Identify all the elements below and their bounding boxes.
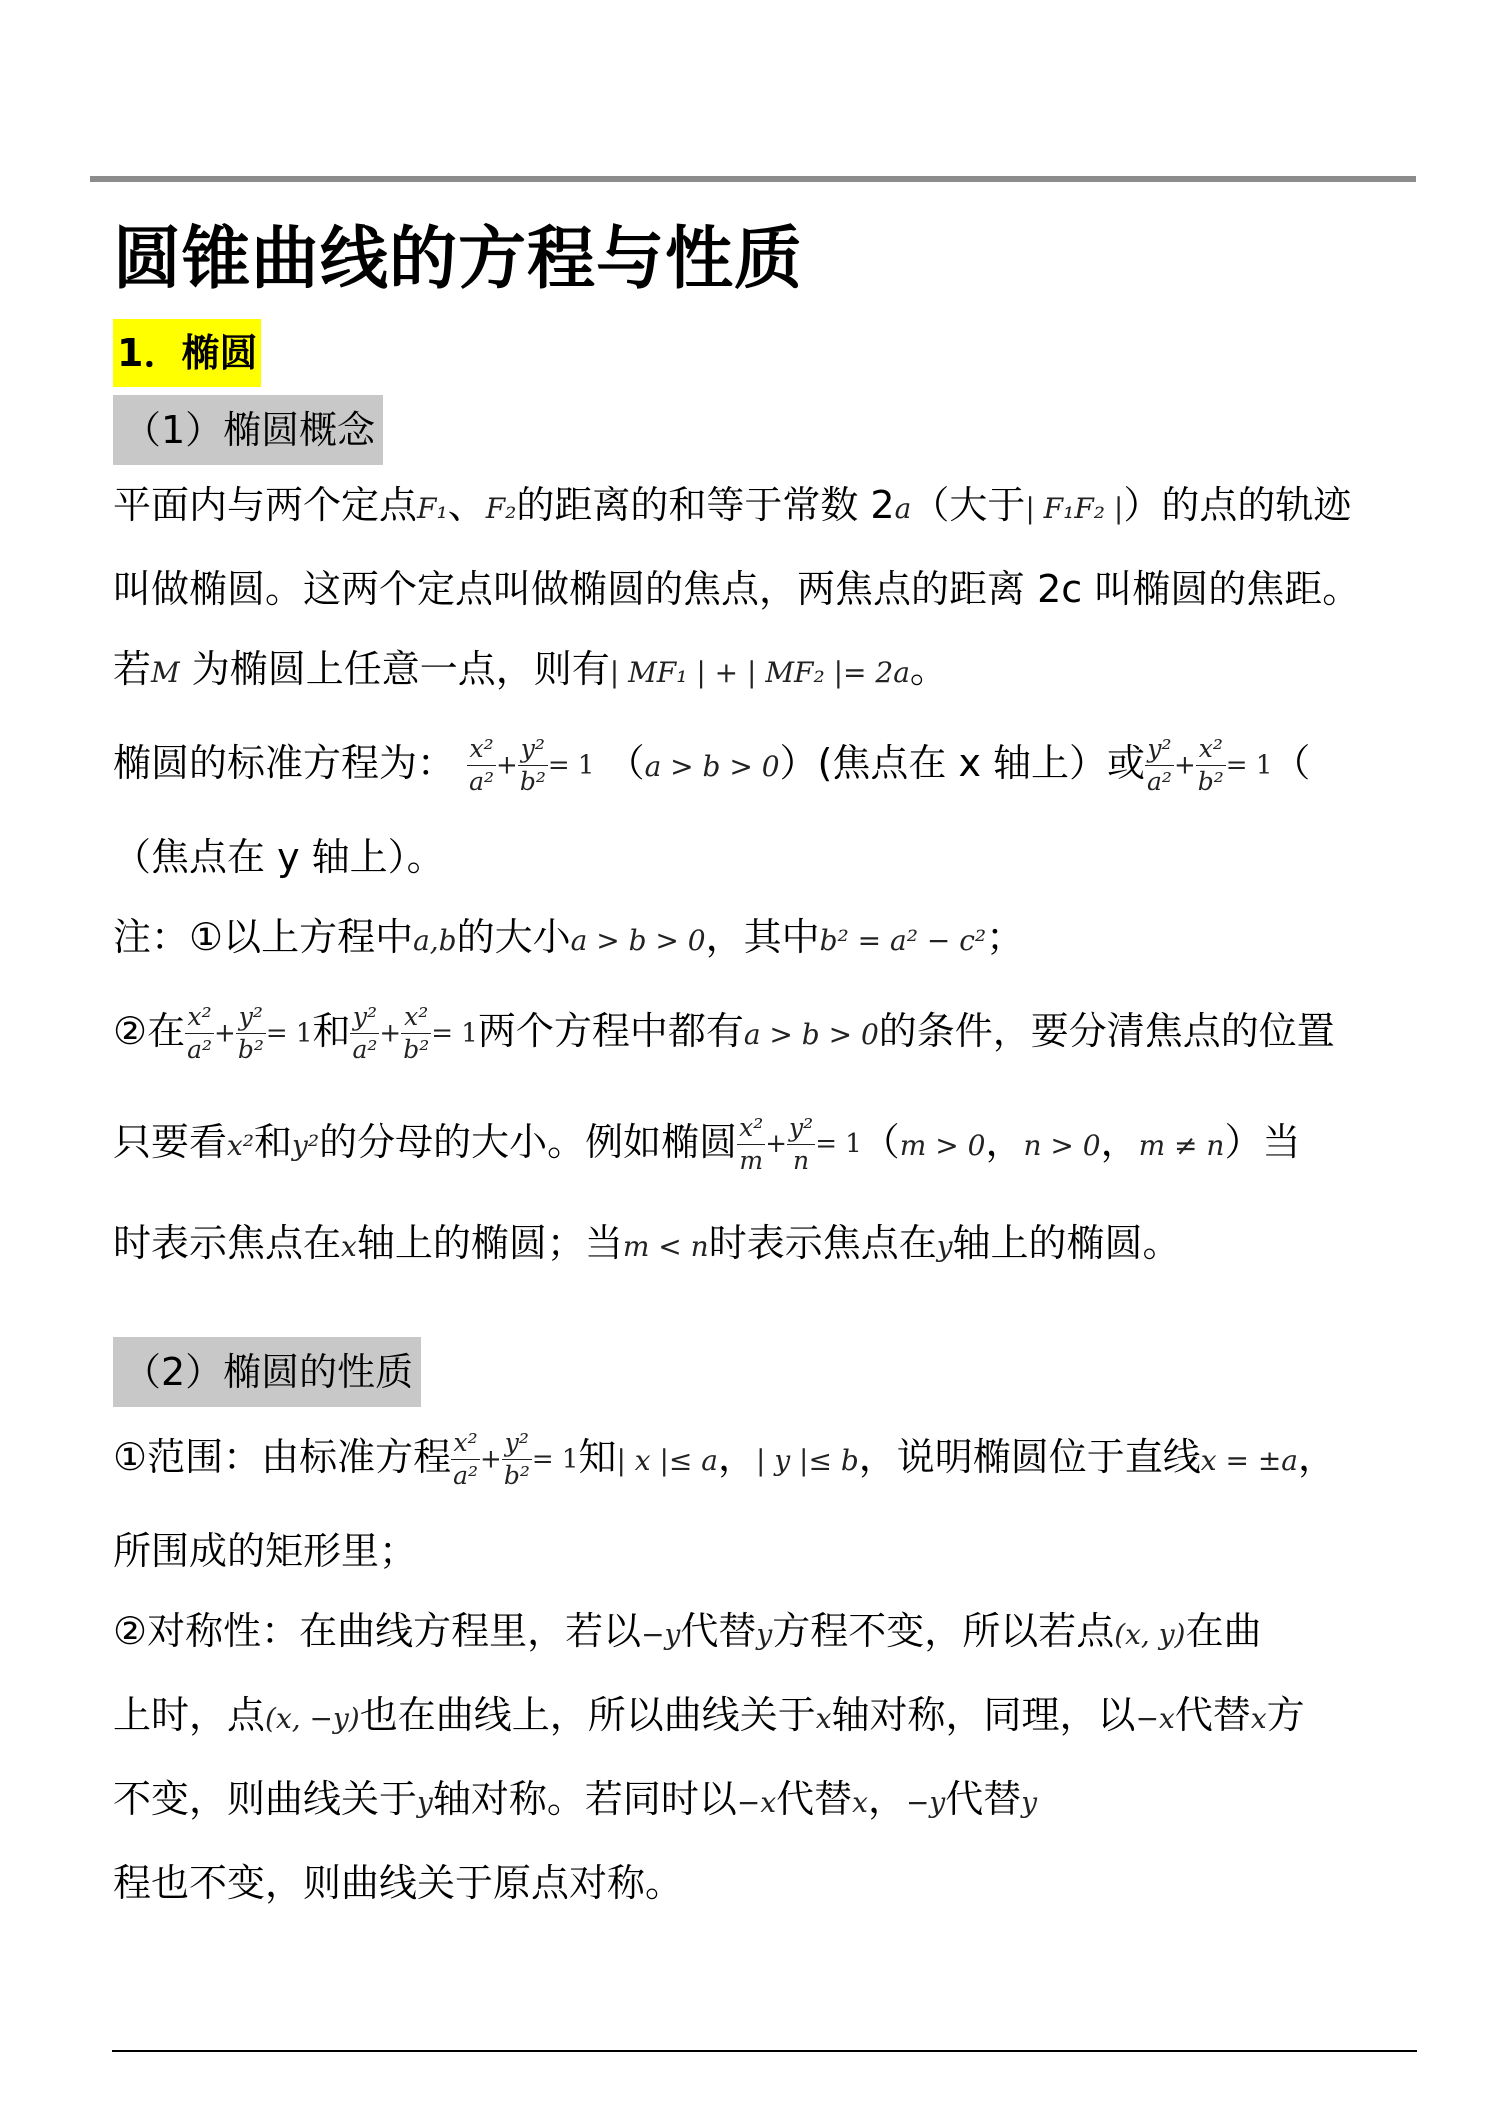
subsection-heading-concept: （1）椭圆概念 xyxy=(113,395,383,465)
top-rule xyxy=(90,176,1416,182)
page-title: 圆锥曲线的方程与性质 xyxy=(113,220,804,299)
note-line4: 时表示焦点在x轴上的椭圆；当m < n时表示焦点在y轴上的椭圆。 xyxy=(113,1221,1181,1265)
paragraph-definition-line2: 叫做椭圆。这两个定点叫做椭圆的焦点，两焦点的距离 2c 叫椭圆的焦距。 xyxy=(113,567,1361,611)
fraction-y2-a2: $\frac{\text{y²}}{\text{a²}}$ xyxy=(1147,734,1172,796)
paragraph-definition-line1: 平面内与两个定点F₁、F₂的距离的和等于常数 2a（大于| F₁F₂ |）的点的轨迹 xyxy=(113,483,1352,527)
subsection-heading-properties: （2）椭圆的性质 xyxy=(113,1337,421,1407)
property-range-line1: ①范围：由标准方程 $\frac{\text{x²}}{\text{a²}}$ + $\frac{\text{y²}}{\text{b²}}$ = 1知| x |≤ a，| y |≤ b，说明椭圆位于直线x = ±a， xyxy=(113,1428,1337,1490)
section-heading-ellipse: 1．椭圆 xyxy=(113,319,261,387)
paragraph-y-axis-note: （焦点在 y 轴上）。 xyxy=(113,835,445,879)
note-line2: ②在 $\frac{\text{x²}}{\text{a²}}$ + $\frac{\text{y²}}{\text{b²}}$ = 1和 $\frac{\text{y²}}{\text{a²}}$ + $\frac{\text{x²}}{\text{b²}}$ = 1两个方程中都有a > b > 0的条件，要分清焦点的位置 xyxy=(113,1002,1335,1064)
property-symmetry-line4: 程也不变，则曲线关于原点对称。 xyxy=(113,1861,684,1905)
note-line3: 只要看x²和y²的分母的大小。例如椭圆 $\frac{\text{x²}}{m}$ + $\frac{\text{y²}}{n}$ = 1（m > 0，n > 0，m ≠ n）当 xyxy=(113,1113,1301,1175)
property-symmetry-line2: 上时，点(x, −y)也在曲线上，所以曲线关于x轴对称，同理，以−x代替x方 xyxy=(113,1693,1305,1737)
paragraph-standard-equation: 椭圆的标准方程为： $\frac{\text{x²}}{\text{a²}}$ + $\frac{\text{y²}}{\text{b²}}$ = 1 （a > b > 0）(焦点在 x 轴上）或 $\frac{\text{y²}}{\text{a²}}$ + $\frac{\text{x²}}{\text{b²}}$ = 1（ xyxy=(113,734,1311,796)
fraction-y2-b2: $\frac{\text{y²}}{\text{b²}}$ xyxy=(519,734,546,796)
document-body xyxy=(113,215,1423,1923)
note-line1: 注：①以上方程中a,b的大小a > b > 0，其中b² = a² − c²； xyxy=(113,915,1025,959)
fraction-x2-a2: $\frac{\text{x²}}{\text{a²}}$ xyxy=(469,734,495,796)
property-range-line2: 所围成的矩形里； xyxy=(113,1529,418,1573)
property-symmetry-line1: ②对称性：在曲线方程里，若以−y代替y方程不变，所以若点(x, y)在曲 xyxy=(113,1609,1262,1653)
bottom-rule xyxy=(112,2050,1417,2052)
fraction-x2-b2: $\frac{\text{x²}}{\text{b²}}$ xyxy=(1197,734,1224,796)
paragraph-definition-line3: 若M 为椭圆上任意一点，则有| MF₁ | + | MF₂ |= 2a。 xyxy=(113,647,948,691)
property-symmetry-line3: 不变，则曲线关于y轴对称。若同时以−x代替x，−y代替y xyxy=(113,1777,1038,1821)
